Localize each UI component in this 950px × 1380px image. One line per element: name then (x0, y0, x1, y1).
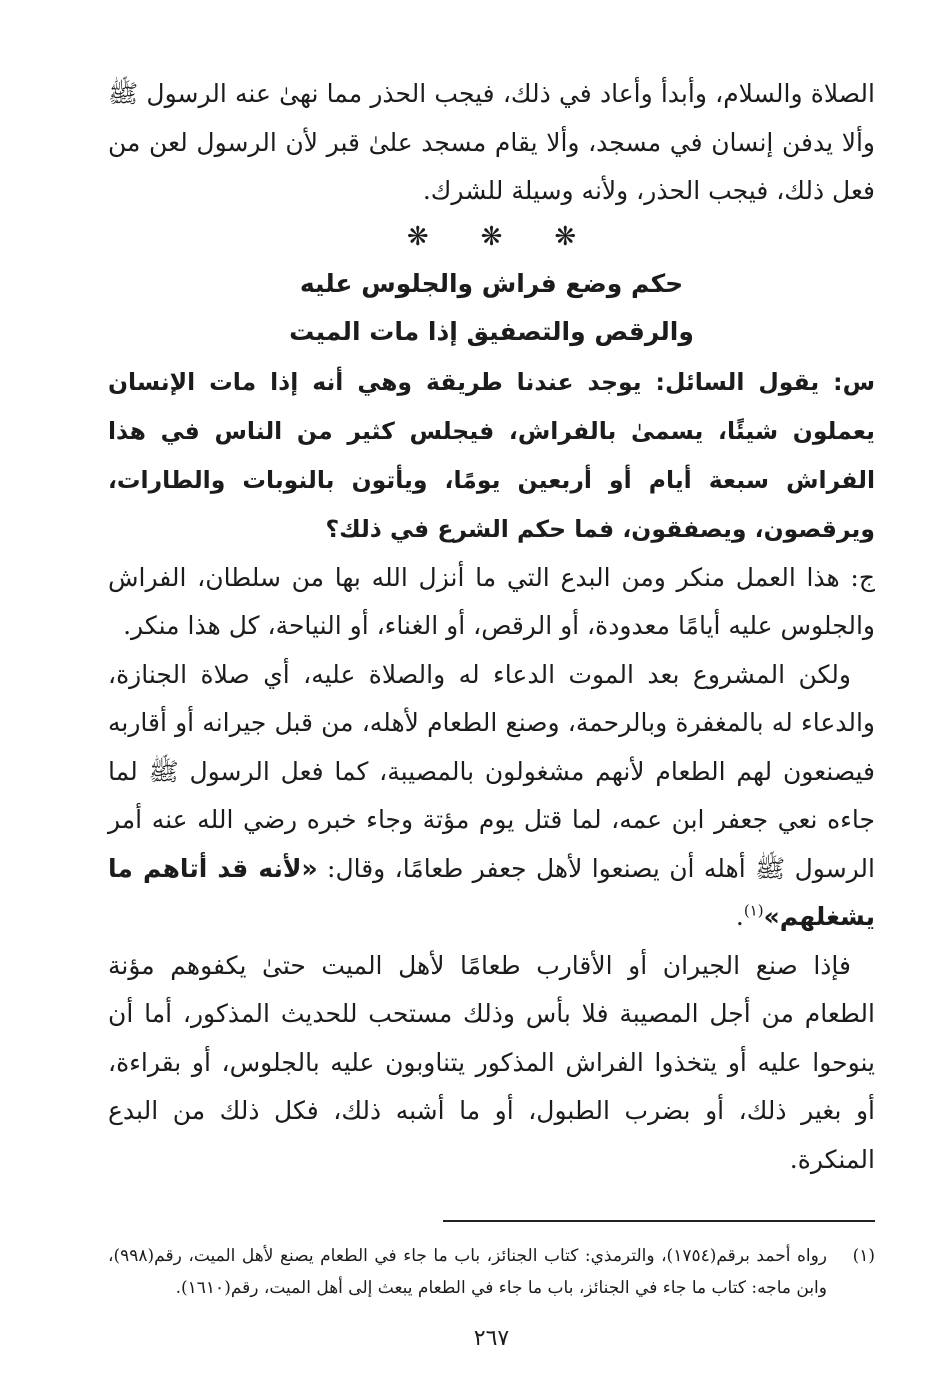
footnote-number: (١) (852, 1246, 875, 1266)
footnote-text: رواه أحمد برقم(١٧٥٤)، والترمذي: كتاب الجنائز، باب ما جاء في الطعام يصنع لأهل الميت، رقم(٩٩٨)، وابن ماجه: كتاب ما جاء في الجنائز، باب ما جاء في الطعام يبعث إلى أهل الميت، رقم(١٦١٠). (108, 1246, 827, 1298)
page-number: ٢٦٧ (473, 1326, 510, 1351)
answer-paragraph-1: ج: هذا العمل منكر ومن البدع التي ما أنزل الله بها من سلطان، الفراش والجلوس عليه أيامًا معدودة، أو الرقص، أو الغناء، أو النياحة، كل هذا منكر. (108, 562, 875, 640)
answer-paragraph-2-end: . (735, 902, 744, 931)
section-heading-line-2: والرقص والتصفيق إذا مات الميت (289, 316, 694, 346)
section-heading-line-1: حكم وضع فراش والجلوس عليه (299, 268, 684, 298)
answer-paragraph-2-text: ولكن المشروع بعد الموت الدعاء له والصلاة عليه، أي صلاة الجنازة، والدعاء له بالمغفرة وبالرحمة، وصنع الطعام لأهله، من قبل جيرانه أو أقاربه فيصنعون لهم الطعام لأنهم مشغولون بالمصيبة، كما فعل الرسول ﷺ لما جاءه نعي جعفر ابن عمه، لما قتل يوم مؤتة وجاء خبره رضي الله عنه أمر الرسول ﷺ أهله أن يصنعوا لأهل جعفر طعامًا، وقال: (108, 659, 875, 883)
footnote (108, 1240, 875, 1304)
intro-paragraph: الصلاة والسلام، وأبدأ وأعاد في ذلك، فيجب الحذر مما نهىٰ عنه الرسول ﷺ وألا يدفن إنسان في مسجد، وألا يقام مسجد علىٰ قبر لأن الرسول لعن من فعل ذلك، فيجب الحذر، ولأنه وسيلة للشرك. (108, 79, 875, 205)
answer-paragraph-3: فإذا صنع الجيران أو الأقارب طعامًا لأهل الميت حتىٰ يكفوهم مؤنة الطعام من أجل المصيبة فلا بأس وذلك مستحب للحديث المذكور، أما أن ينوحوا عليه أو يتخذوا الفراش المذكور يتناوبون عليه بالجلوس، أو بقراءة، أو بغير ذلك، أو بضرب الطبول، أو ما أشبه ذلك، فكل ذلك من البدع المنكرة. (108, 950, 875, 1174)
footnote-reference[interactable]: (١) (743, 901, 764, 920)
section-separator: ❋❋❋ (406, 221, 629, 252)
question-paragraph: س: يقول السائل: يوجد عندنا طريقة وهي أنه إذا مات الإنسان يعملون شيئًا، يسمىٰ بالفراش، فيجلس كثير من الناس في هذا الفراش سبعة أيام أو أربعين يومًا، ويأتون بالنوبات والطارات، ويرقصون، ويصفقون، فما حكم الشرع في ذلك؟ (108, 367, 875, 543)
answer-paragraph-2 (108, 651, 875, 942)
hadith-quote: «لأنه قد أتاهم ما يشغلهم» (108, 853, 875, 931)
footnote-divider (443, 1220, 875, 1222)
